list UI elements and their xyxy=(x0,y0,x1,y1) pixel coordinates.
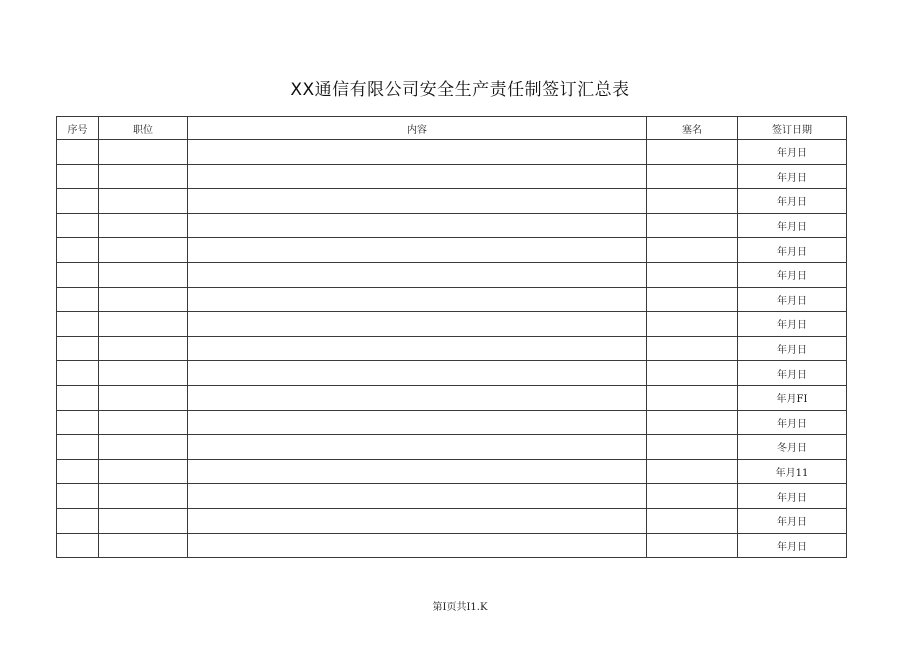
table-row xyxy=(57,459,847,484)
cell-content xyxy=(188,508,647,533)
cell-sign-date: 年月日 xyxy=(738,140,847,165)
cell-sign-date: 年月日 xyxy=(738,238,847,263)
cell-position xyxy=(99,385,188,410)
table-row xyxy=(57,189,847,214)
cell-signature xyxy=(647,459,738,484)
table-row xyxy=(57,385,847,410)
cell-index xyxy=(57,262,99,287)
header-index: 序号 xyxy=(57,117,99,140)
table-body xyxy=(57,140,847,558)
cell-content xyxy=(188,287,647,312)
cell-index xyxy=(57,164,99,189)
cell-position xyxy=(99,508,188,533)
cell-position xyxy=(99,484,188,509)
cell-content xyxy=(188,140,647,165)
cell-position xyxy=(99,140,188,165)
cell-sign-date: 年月日 xyxy=(738,164,847,189)
cell-sign-date: 年月日 xyxy=(738,484,847,509)
cell-sign-date: 年月FI xyxy=(738,385,847,410)
cell-index xyxy=(57,459,99,484)
cell-signature xyxy=(647,213,738,238)
cell-content xyxy=(188,410,647,435)
cell-position xyxy=(99,410,188,435)
cell-index xyxy=(57,410,99,435)
header-sign-date: 签订日期 xyxy=(738,117,847,140)
cell-signature xyxy=(647,140,738,165)
header-content: 内容 xyxy=(188,117,647,140)
cell-signature xyxy=(647,262,738,287)
cell-content xyxy=(188,361,647,386)
header-signature: 塞名 xyxy=(647,117,738,140)
cell-index xyxy=(57,213,99,238)
responsibility-summary-table xyxy=(56,116,847,558)
cell-sign-date: 年月11 xyxy=(738,459,847,484)
cell-sign-date: 年月日 xyxy=(738,262,847,287)
cell-sign-date: 年月日 xyxy=(738,287,847,312)
cell-position xyxy=(99,336,188,361)
table-row xyxy=(57,361,847,386)
cell-sign-date: 年月日 xyxy=(738,410,847,435)
table-header-row xyxy=(57,117,847,140)
cell-content xyxy=(188,336,647,361)
cell-index xyxy=(57,189,99,214)
table-row xyxy=(57,140,847,165)
document-title: XX通信有限公司安全生产责任制签订汇总表 xyxy=(290,80,630,100)
cell-index xyxy=(57,238,99,263)
cell-signature xyxy=(647,508,738,533)
cell-signature xyxy=(647,287,738,312)
cell-index xyxy=(57,385,99,410)
cell-signature xyxy=(647,533,738,558)
cell-sign-date: 年月日 xyxy=(738,336,847,361)
table-row xyxy=(57,435,847,460)
cell-position xyxy=(99,262,188,287)
cell-signature xyxy=(647,385,738,410)
cell-signature xyxy=(647,336,738,361)
cell-position xyxy=(99,164,188,189)
cell-content xyxy=(188,238,647,263)
cell-position xyxy=(99,459,188,484)
cell-position xyxy=(99,312,188,337)
cell-signature xyxy=(647,312,738,337)
table-row xyxy=(57,287,847,312)
cell-signature xyxy=(647,189,738,214)
cell-position xyxy=(99,189,188,214)
cell-position xyxy=(99,361,188,386)
cell-sign-date: 年月日 xyxy=(738,213,847,238)
cell-position xyxy=(99,533,188,558)
table-row xyxy=(57,312,847,337)
table-row xyxy=(57,238,847,263)
table-row xyxy=(57,533,847,558)
cell-signature xyxy=(647,435,738,460)
table-row xyxy=(57,508,847,533)
cell-signature xyxy=(647,361,738,386)
cell-index xyxy=(57,508,99,533)
cell-content xyxy=(188,164,647,189)
cell-index xyxy=(57,312,99,337)
cell-content xyxy=(188,213,647,238)
cell-signature xyxy=(647,410,738,435)
page-footer: 第I页共I1.K xyxy=(432,602,488,613)
cell-content xyxy=(188,435,647,460)
cell-sign-date: 年月日 xyxy=(738,508,847,533)
table-row xyxy=(57,213,847,238)
cell-index xyxy=(57,287,99,312)
cell-index xyxy=(57,336,99,361)
cell-index xyxy=(57,140,99,165)
cell-content xyxy=(188,189,647,214)
cell-position xyxy=(99,287,188,312)
cell-sign-date: 年月日 xyxy=(738,312,847,337)
cell-index xyxy=(57,484,99,509)
cell-content xyxy=(188,312,647,337)
cell-index xyxy=(57,361,99,386)
cell-content xyxy=(188,533,647,558)
cell-index xyxy=(57,435,99,460)
table-row xyxy=(57,164,847,189)
header-position: 职位 xyxy=(99,117,188,140)
cell-sign-date: 年月日 xyxy=(738,533,847,558)
table-row xyxy=(57,336,847,361)
cell-content xyxy=(188,459,647,484)
cell-sign-date: 冬月日 xyxy=(738,435,847,460)
table-row xyxy=(57,410,847,435)
cell-position xyxy=(99,213,188,238)
cell-sign-date: 年月日 xyxy=(738,189,847,214)
table-row xyxy=(57,484,847,509)
cell-index xyxy=(57,533,99,558)
cell-content xyxy=(188,385,647,410)
cell-signature xyxy=(647,164,738,189)
cell-sign-date: 年月日 xyxy=(738,361,847,386)
cell-signature xyxy=(647,484,738,509)
cell-content xyxy=(188,262,647,287)
cell-position xyxy=(99,435,188,460)
cell-position xyxy=(99,238,188,263)
cell-content xyxy=(188,484,647,509)
cell-signature xyxy=(647,238,738,263)
table-row xyxy=(57,262,847,287)
